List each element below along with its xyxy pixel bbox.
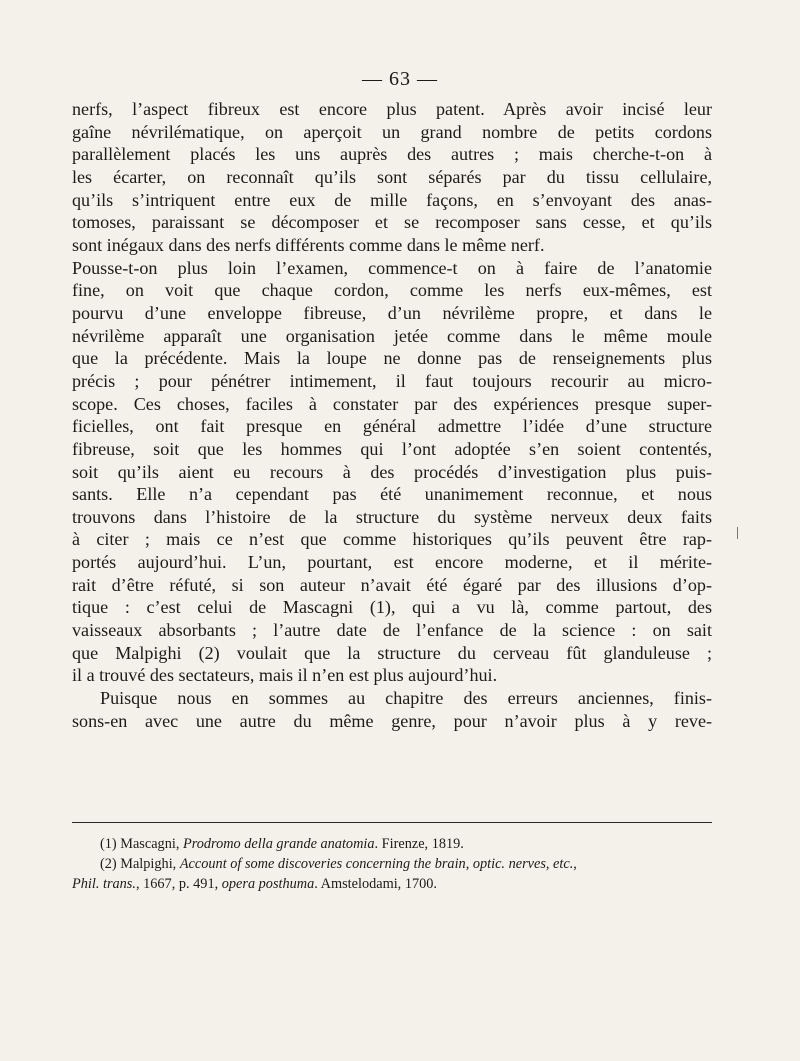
footnote-2-citation: , 1667, p. 491, bbox=[135, 876, 222, 892]
text-line-21: portés aujourd’hui. L’un, pourtant, est encore moderne, et il mérite- bbox=[72, 552, 712, 573]
text-line-6: tomoses, paraissant se décomposer et se recomposer sans cesse, et qu’ils bbox=[72, 212, 712, 233]
footnote-2-suffix: , bbox=[573, 856, 577, 872]
footnote-2-prefix: (2) Malpighi, bbox=[100, 856, 180, 872]
text-line-19: trouvons dans l’histoire de la structure du système nerveux deux faits bbox=[72, 506, 712, 527]
footnote-2-title: Account of some discoveries concerning the brain, optic. nerves, etc. bbox=[179, 856, 574, 872]
text-line-27: Puisque nous en sommes au chapitre des erreurs anciennes, finis- bbox=[100, 688, 712, 709]
text-line-10: pourvu d’une enveloppe fibreuse, d’un névrilème propre, et dans le bbox=[72, 302, 712, 323]
text-line-2: gaîne névrilématique, on aperçoit un grand nombre de petits cordons bbox=[72, 121, 712, 142]
footnote-1-suffix: . Firenze, 1819. bbox=[374, 836, 464, 852]
footnote-1-title: Prodromo della grande anatomia bbox=[182, 836, 375, 852]
text-line-9: fine, on voit que chaque cordon, comme les nerfs eux-mêmes, est bbox=[72, 280, 712, 301]
text-line-26: il a trouvé des sectateurs, mais il n’en est plus aujourd’hui. bbox=[72, 665, 498, 686]
text-line-1: nerfs, l’aspect fibreux est encore plus patent. Après avoir incisé leur bbox=[72, 99, 712, 119]
text-line-15: ficielles, ont fait presque en général admettre l’idée d’une structure bbox=[72, 416, 712, 437]
text-line-24: vaisseaux absorbants ; l’autre date de l’enfance de la science : on sait bbox=[72, 620, 712, 641]
text-line-23: tique : c’est celui de Mascagni (1), qui a vu là, comme partout, des bbox=[72, 597, 712, 618]
text-line-28: sons-en avec une autre du même genre, pour n’avoir plus à y reve- bbox=[72, 710, 712, 731]
text-line-11: névrilème apparaît une organisation jetée comme dans le même moule bbox=[72, 325, 712, 346]
footnote-2-work: opera posthuma bbox=[221, 876, 315, 892]
text-line-12: que la précédente. Mais la loupe ne donne pas de renseignements plus bbox=[72, 348, 712, 369]
margin-mark bbox=[737, 527, 738, 539]
text-line-14: scope. Ces choses, faciles à constater par des expériences presque super- bbox=[72, 393, 712, 414]
text-line-17: soit qu’ils aient eu recours à des procédés d’investigation plus puis- bbox=[72, 461, 712, 482]
text-line-20: à citer ; mais ce n’est que comme historiques qu’ils peuvent être rap- bbox=[72, 529, 712, 550]
footnote-1-prefix: (1) Mascagni, bbox=[100, 836, 183, 852]
text-line-4: les écarter, on reconnaît qu’ils sont séparés par du tissu cellulaire, bbox=[72, 166, 712, 187]
footnote-rule bbox=[72, 822, 712, 823]
text-line-13: précis ; pour pénétrer intimement, il faut toujours recourir au micro- bbox=[72, 370, 712, 391]
footnote-1 bbox=[72, 834, 712, 854]
text-line-25: que Malpighi (2) voulait que la structure du cerveau fût glanduleuse ; bbox=[72, 642, 712, 663]
text-line-3: parallèlement placés les uns auprès des autres ; mais cherche-t-on à bbox=[72, 144, 712, 165]
footnote-2 bbox=[72, 854, 712, 874]
text-line-5: qu’ils s’intriquent entre eux de mille façons, en s’envoyant des anas- bbox=[72, 189, 712, 210]
footnotes bbox=[72, 834, 712, 894]
text-line-8: Pousse-t-on plus loin l’examen, commence-t on à faire de l’anatomie bbox=[72, 257, 712, 278]
footnote-2-journal: Phil. trans. bbox=[72, 876, 136, 892]
text-line-7: sont inégaux dans des nerfs différents comme dans le même nerf. bbox=[72, 234, 545, 255]
text-line-16: fibreuse, soit que les hommes qui l’ont adoptée s’en soient contentés, bbox=[72, 438, 712, 459]
footnote-2-imprint: . Amstelodami, 1700. bbox=[314, 876, 437, 892]
text-line-22: rait d’être réfuté, si son auteur n’avait été égaré par des illusions d’op- bbox=[72, 574, 712, 595]
text-line-18: sants. Elle n’a cependant pas été unanimement reconnue, et nous bbox=[72, 484, 712, 505]
page-number: — 63 — bbox=[362, 68, 438, 90]
footnote-2-continuation bbox=[72, 874, 712, 894]
body-text bbox=[72, 98, 712, 732]
